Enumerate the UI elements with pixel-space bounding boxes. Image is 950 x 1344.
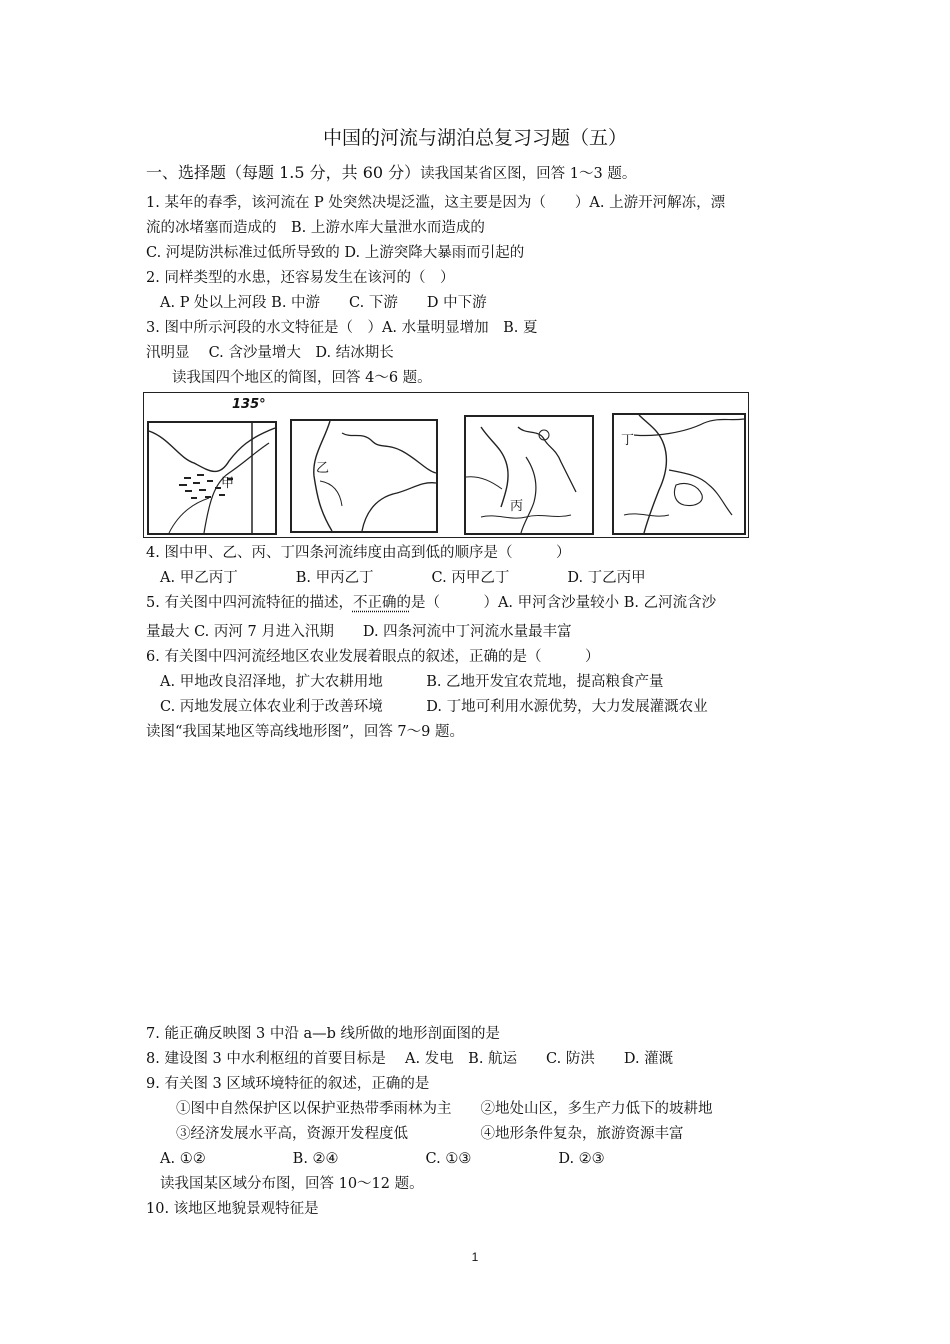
map-yi — [290, 419, 438, 533]
intro-questions-7-9: 读图“我国某地区等高线地形图”，回答 7～9 题。 — [146, 724, 464, 740]
question-5-line-2: 量最大 C. 丙河 7 月进入汛期 D. 四条河流中丁河流水量最丰富 — [146, 624, 572, 640]
section-intro: 读我国某省区图，回答 1～3 题。 — [420, 166, 637, 182]
question-9: 9. 有关图 3 区域环境特征的叙述，正确的是 — [146, 1076, 430, 1092]
label-bing: 丙 — [510, 499, 524, 514]
map-jia-sketch — [149, 423, 275, 533]
question-5-emphasis: 不正确的 — [352, 595, 411, 611]
intro-questions-10-12: 读我国某区域分布图，回答 10～12 题。 — [160, 1176, 424, 1192]
question-2-options: A. P 处以上河段 B. 中游 C. 下游 D 中下游 — [160, 295, 487, 311]
question-9-statements-1: ①图中自然保护区以保护亚热带季雨林为主 ②地处山区，多生产力低下的坡耕地 — [176, 1101, 713, 1117]
map-jia — [147, 421, 277, 535]
question-6: 6. 有关图中四河流经地区农业发展着眼点的叙述，正确的是（ ） — [146, 649, 600, 665]
question-5-suffix: 是（ ）A. 甲河含沙量较小 B. 乙河流含沙 — [410, 595, 717, 611]
map-bing — [464, 415, 594, 535]
section-heading: 一、选择题（每题 1.5 分，共 60 分） — [146, 163, 421, 182]
question-1-line-2: 流的冰堵塞而造成的 B. 上游水库大量泄水而造成的 — [146, 220, 485, 236]
section-1-line — [146, 163, 636, 184]
question-1-line-1: 1. 某年的春季，该河流在 P 处突然决堤泛滥，这主要是因为（ ）A. 上游开河解冻，漂 — [146, 195, 726, 211]
intro-questions-4-6: 读我国四个地区的简图，回答 4～6 题。 — [172, 370, 432, 386]
question-6-options-cd: C. 丙地发展立体农业利于改善环境 D. 丁地可利用水源优势，大力发展灌溉农业 — [160, 699, 708, 715]
question-3-line-1: 3. 图中所示河段的水文特征是（ ）A. 水量明显增加 B. 夏 — [146, 320, 538, 336]
question-8: 8. 建设图 3 中水利枢纽的首要目标是 A. 发电 B. 航运 C. 防洪 D. 灌溉 — [146, 1051, 674, 1067]
page-title: 中国的河流与湖泊总复习习题（五） — [322, 127, 627, 149]
label-jia: 甲 — [221, 476, 235, 491]
label-ding: 丁 — [621, 433, 635, 448]
question-5-prefix: 5. 有关图中四河流特征的描述， — [146, 595, 353, 611]
question-2: 2. 同样类型的水患，还容易发生在该河的（ ） — [146, 270, 455, 286]
page-number: 1 — [471, 1250, 479, 1264]
four-region-maps-figure — [143, 392, 749, 538]
question-10: 10. 该地区地貌景观特征是 — [146, 1201, 319, 1217]
question-4-options: A. 甲乙丙丁 B. 甲丙乙丁 C. 丙甲乙丁 D. 丁乙丙甲 — [160, 570, 646, 586]
longitude-label: 135° — [232, 397, 266, 412]
question-7: 7. 能正确反映图 3 中沿 a—b 线所做的地形剖面图的是 — [146, 1026, 501, 1042]
question-3-line-2: 汛明显 C. 含沙量增大 D. 结冰期长 — [146, 345, 394, 361]
label-yi: 乙 — [316, 461, 330, 476]
map-yi-sketch — [292, 421, 436, 531]
question-9-statements-2: ③经济发展水平高，资源开发程度低 ④地形条件复杂，旅游资源丰富 — [176, 1126, 684, 1142]
question-1-line-3: C. 河堤防洪标准过低所导致的 D. 上游突降大暴雨而引起的 — [146, 245, 525, 261]
question-4: 4. 图中甲、乙、丙、丁四条河流纬度由高到低的顺序是（ ） — [146, 545, 571, 561]
map-ding — [612, 413, 746, 535]
question-9-options: A. ①② B. ②④ C. ①③ D. ②③ — [160, 1151, 605, 1167]
question-5-line-1 — [146, 593, 716, 613]
map-bing-sketch — [466, 417, 592, 533]
question-6-options-ab: A. 甲地改良沼泽地，扩大农耕用地 B. 乙地开发宜农荒地，提高粮食产量 — [160, 674, 664, 690]
